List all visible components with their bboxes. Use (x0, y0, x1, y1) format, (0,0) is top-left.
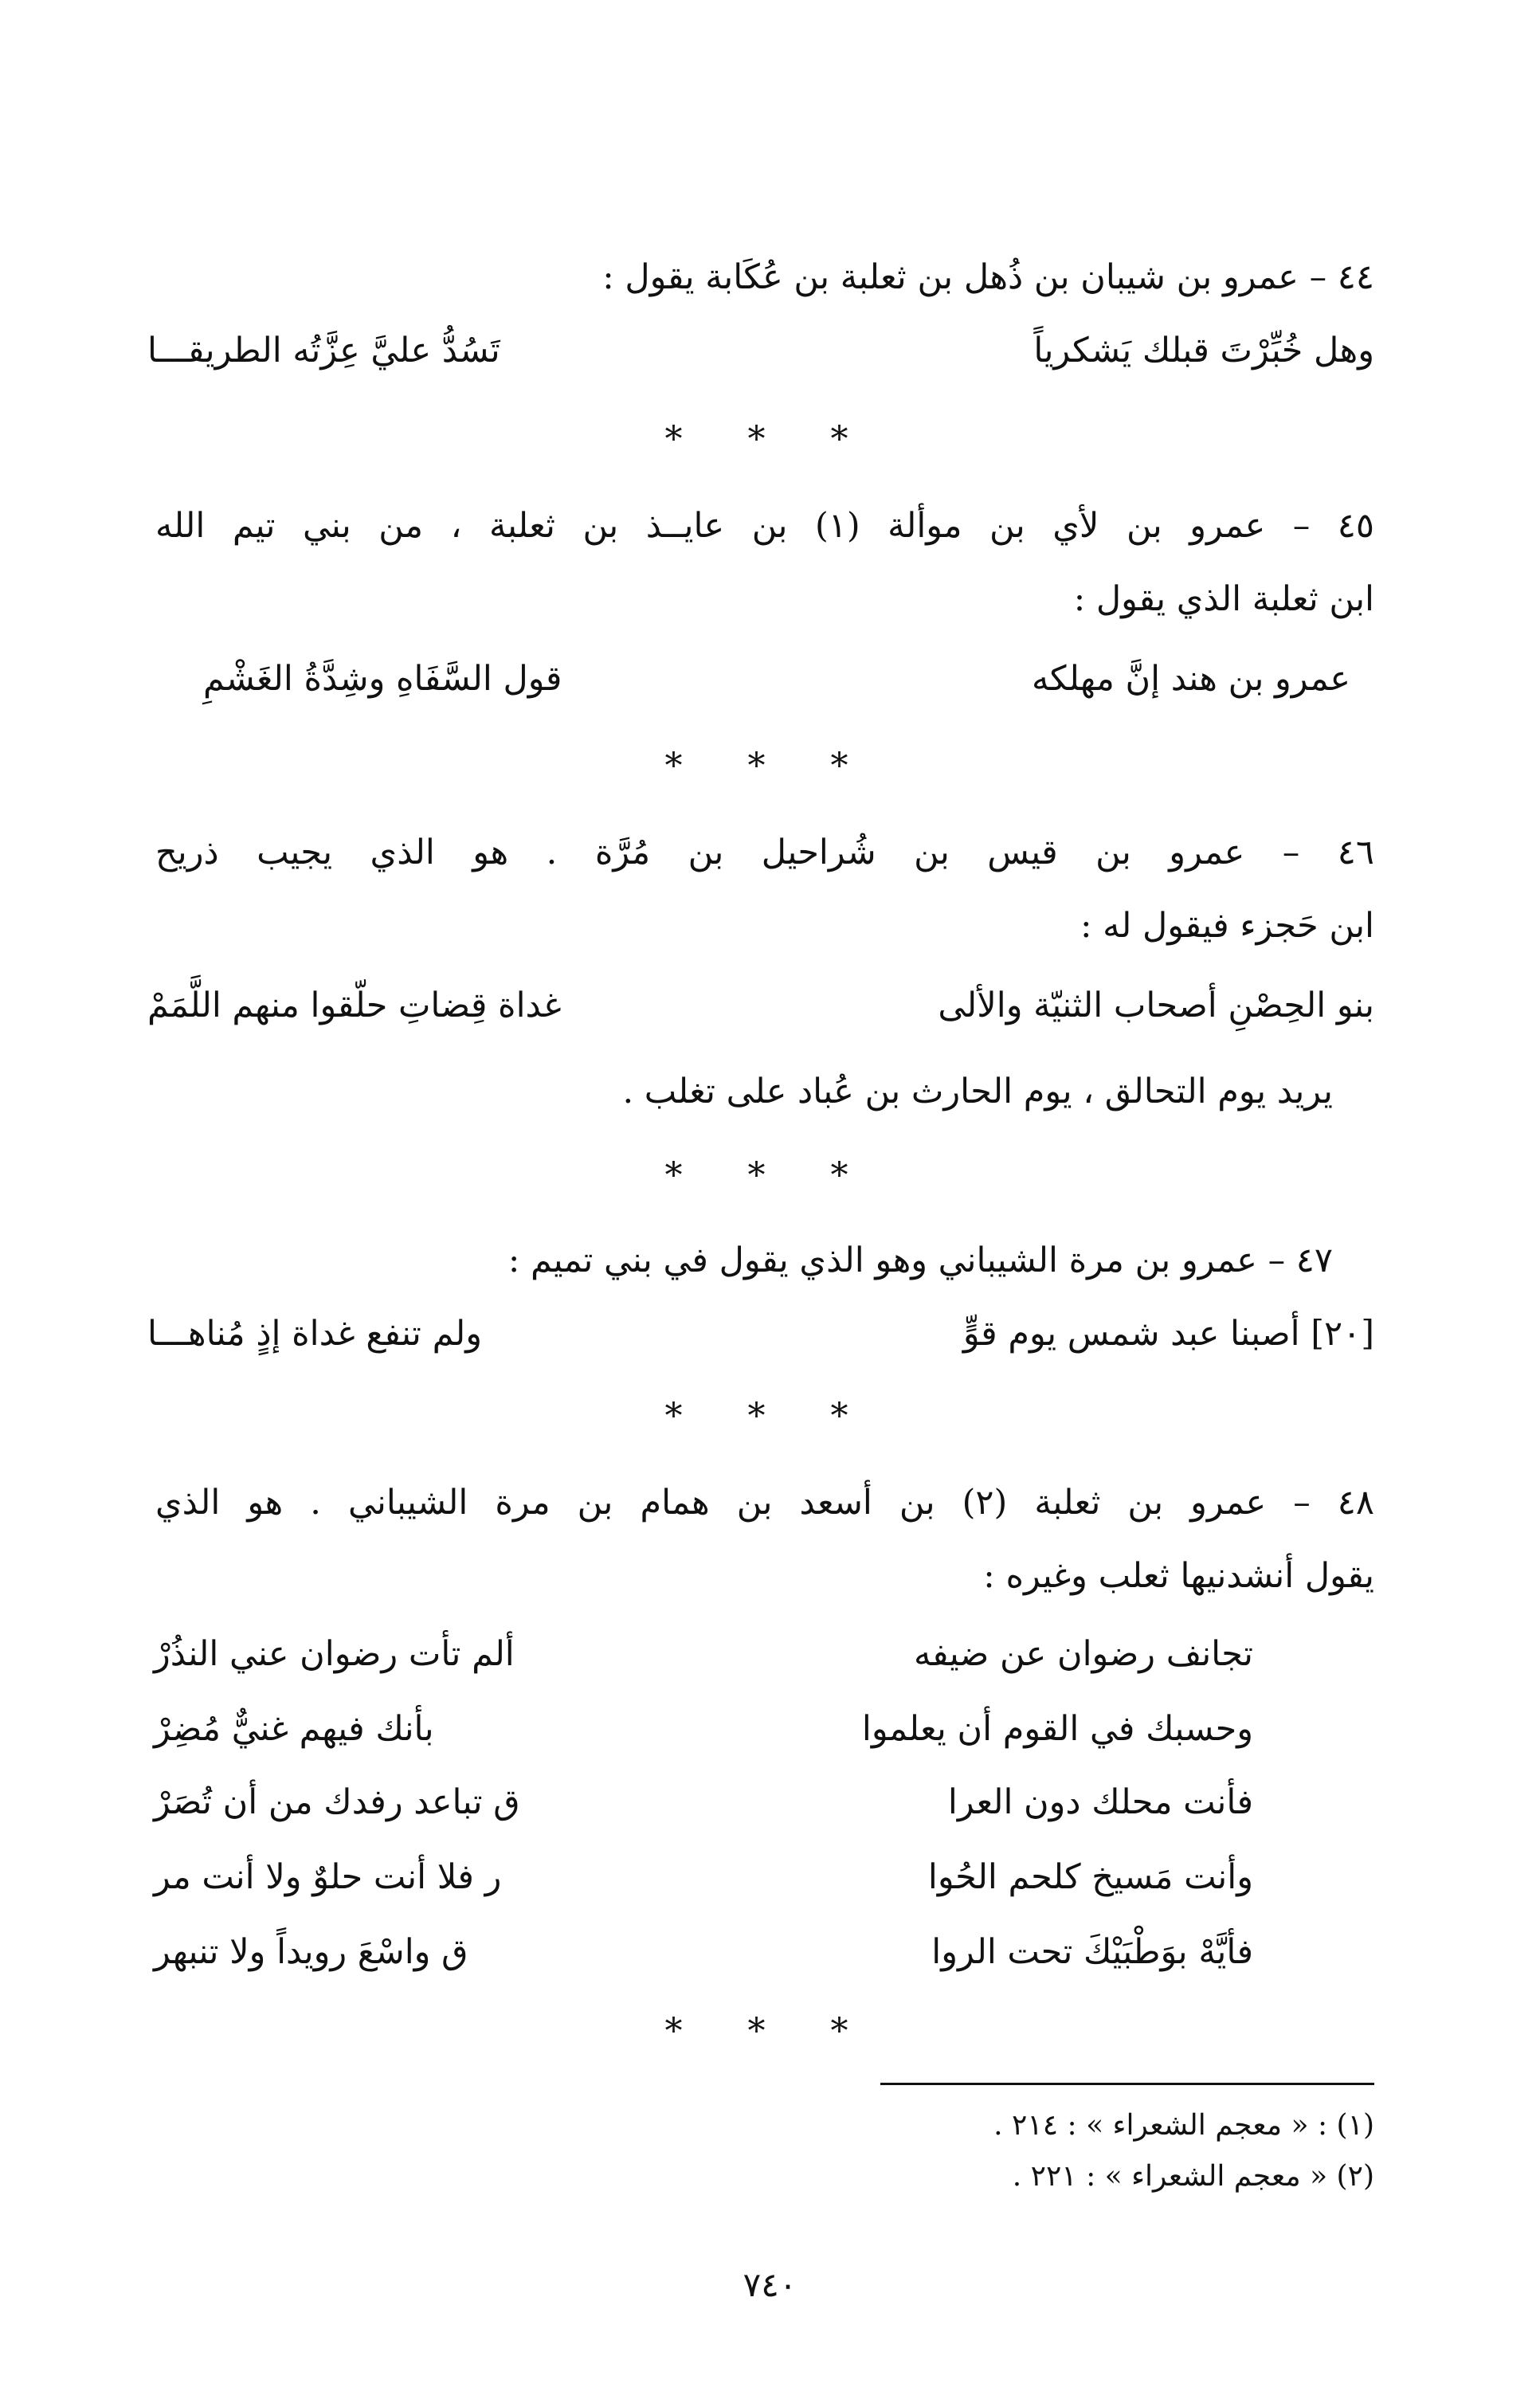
entry-44-intro: ٤٤ – عمرو بن شيبان بن ذُهل بن ثعلبة بن عُكَابة يقول : (602, 257, 1374, 297)
entry-48-verse-4 (154, 1853, 1253, 1901)
entry-46-note: يريد يوم التحالق ، يوم الحارث بن عُباد على تغلب . (622, 1072, 1333, 1111)
verse-second-hemistich: تَسُدُّ عليَّ عِزَّتُه الطريقـــا (147, 331, 500, 370)
footnote-rule (880, 2083, 1374, 2085)
verse-first-hemistich: فأنت محلك دون العرا (947, 1782, 1253, 1822)
verse-second-hemistich: ق واسْعَ رويداً ولا تنبهر (154, 1932, 468, 1972)
entry-48-verse-2 (154, 1705, 1253, 1753)
section-separator: * * * (664, 419, 876, 460)
entry-45-verse-1 (147, 655, 1374, 703)
verse-first-hemistich: وأنت مَسيخ كلحم الحُوا (927, 1857, 1253, 1897)
footnote-2: (٢) « معجم الشعراء » : ٢٢١ . (1012, 2160, 1374, 2193)
entry-48-verse-5 (154, 1928, 1253, 1976)
verse-first-hemistich: وحسبك في القوم أن يعلموا (861, 1709, 1253, 1749)
section-separator: * * * (664, 1155, 876, 1196)
entry-47-intro: ٤٧ – عمرو بن مرة الشيباني وهو الذي يقول في بني تميم : (507, 1241, 1333, 1280)
verse-second-hemistich: قول السَّفَاهِ وشِدَّةُ الغَشْمِ (203, 659, 562, 699)
verse-second-hemistich: ولم تنفع غداة إذٍ مُناهـــا (147, 1314, 483, 1354)
entry-45-intro-line-1: ٤٥ – عمرو بن لأي بن موألة (١) بن عايــذ بن ثعلبة ، من بني تيم الله (155, 506, 1374, 546)
section-separator: * * * (664, 1396, 876, 1437)
verse-second-hemistich: ر فلا أنت حلوٌ ولا أنت مر (154, 1857, 502, 1897)
verse-second-hemistich: غداة قِضاتِ حلّقوا منهم اللَّمَمْ (147, 986, 562, 1025)
entry-46-verse-1 (147, 982, 1374, 1029)
section-separator: * * * (664, 2011, 876, 2052)
verse-first-hemistich: عمرو بن هند إنَّ مهلكه (1031, 659, 1350, 699)
verse-first-hemistich: [٢٠] أصبنا عبد شمس يوم قوٍّ (962, 1314, 1374, 1354)
section-separator: * * * (664, 746, 876, 786)
footnote-1: (١) : « معجم الشعراء » : ٢١٤ . (993, 2109, 1374, 2142)
entry-44-verse-1 (147, 327, 1374, 374)
entry-48-verse-1 (154, 1630, 1253, 1678)
entry-47-verse-1 (147, 1310, 1374, 1358)
entry-46-intro-line-1: ٤٦ – عمرو بن قيس بن شُراحيل بن مُرَّة . هو الذي يجيب ذريح (155, 833, 1374, 872)
entry-48-intro-line-1: ٤٨ – عمرو بن ثعلبة (٢) بن أسعد بن همام بن مرة الشيباني . هو الذي (155, 1483, 1374, 1523)
entry-46-intro-line-2: ابن حَجزء فيقول له : (1080, 906, 1374, 946)
verse-first-hemistich: وهل خُبِّرْتَ قبلك يَشكرياً (1033, 331, 1374, 370)
verse-first-hemistich: تجانف رضوان عن ضيفه (913, 1634, 1253, 1674)
entry-45-intro-line-2: ابن ثعلبة الذي يقول : (1073, 579, 1374, 619)
entry-48-intro-line-2: يقول أنشدنيها ثعلب وغيره : (983, 1556, 1374, 1596)
verse-second-hemistich: بأنك فيهم غنيٌّ مُضِرْ (154, 1709, 434, 1749)
verse-first-hemistich: فأيَّهْ بوَطْبَيْكَ تحت الروا (931, 1932, 1253, 1972)
verse-second-hemistich: ق تباعد رفدك من أن تُصَرْ (154, 1782, 520, 1822)
page-number: ٧٤٠ (743, 2265, 797, 2304)
verse-first-hemistich: بنو الحِصْنِ أصحاب الثنيّة والألى (938, 986, 1374, 1025)
entry-48-verse-3 (154, 1778, 1253, 1826)
verse-second-hemistich: ألم تأت رضوان عني النذُرْ (154, 1634, 515, 1674)
